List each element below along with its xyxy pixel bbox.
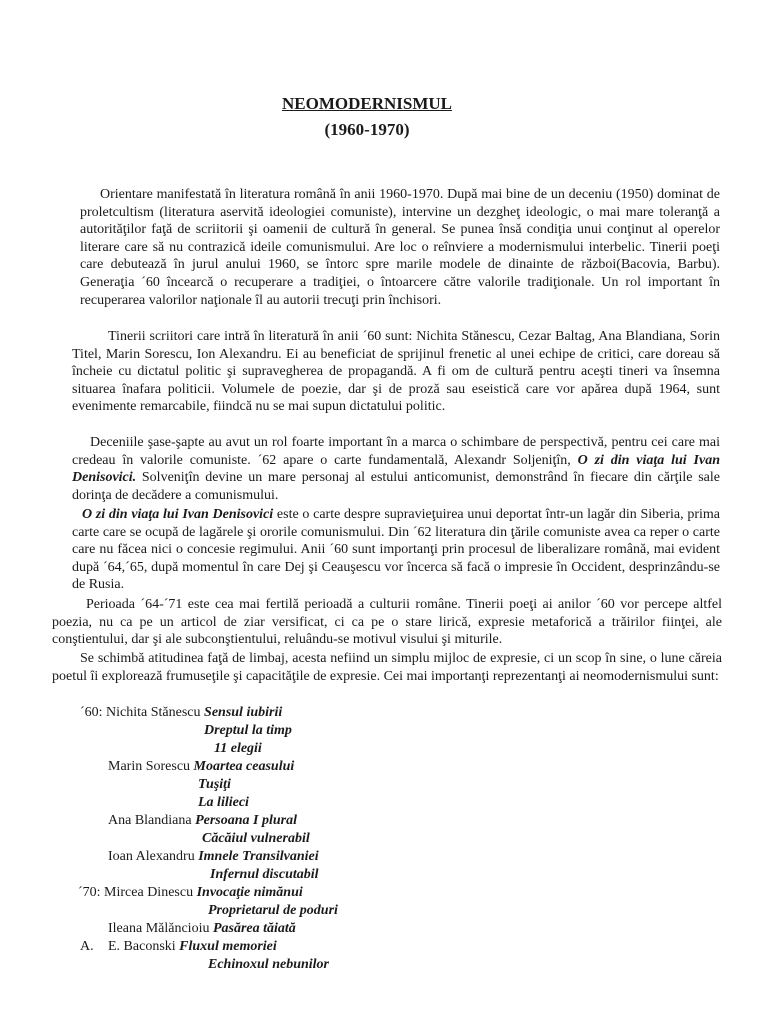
paragraph-writers: Tinerii scriitori care intră în literatură în anii ´60 sunt: Nichita Stănescu, Cezar Baltag, Ana Blandiana, Sorin Titel, Marin Sorescu, Ion Alexandru. Ei au beneficiat de sprijinul frenetic al unei echipe de critici, care doreau să încheie cu dictatul politic şi supravegherea de propagandă. A fi om de cultură pentru aceşti tineri va însemna situarea înafara politicii. Volumele de poezie, dar şi de proză sau eseistică care vor apărea după 1964, sunt evenimente remarcabile, fiindcă nu se mai supun dictatului politic. (72, 329, 720, 415)
book-title-denisovici: O zi din viaţa lui Ivan Denisovici. (72, 452, 720, 486)
work-title: Dreptul la timp (204, 723, 292, 738)
paragraph-decades-text: Deceniile şase-şapte au avut un rol foarte important în a marca o schimbare de perspectivă, pentru cei care mai credeau în valorile comuniste. ´62 apare o carte fundamentală, Alexandr Soljeniţîn, (72, 435, 720, 468)
document-title: NEOMODERNISMUL (281, 94, 452, 113)
work-line (108, 938, 277, 956)
work-title: 11 elegii (214, 741, 262, 756)
author-label: Ioan Alexandru (108, 849, 199, 864)
work-title: Proprietarul de poduri (208, 903, 338, 918)
work-line (108, 758, 294, 776)
work-line (80, 704, 282, 722)
work-line (108, 920, 296, 938)
author-label: ´70: Mircea Dinescu (78, 885, 197, 900)
author-label: E. Baconski (108, 939, 180, 954)
work-title: Imnele Transilvaniei (198, 849, 319, 864)
author-label: ´60: Nichita Stănescu (80, 705, 205, 720)
paragraph-book (72, 506, 720, 594)
work-title: Echinoxul nebunilor (208, 957, 329, 972)
work-prefix: A. (80, 939, 94, 954)
work-title: Pasărea tăiată (212, 921, 296, 936)
work-line (108, 848, 319, 866)
paragraph-decades (72, 434, 720, 504)
paragraph-decades-rest: Solveniţîn devine un mare personaj al estului anticomunist, demonstrând în fiecare din cărţile sale dorinţa de decădere a comunismului. (72, 470, 720, 503)
paragraph-book-text: este o carte despre supravieţuirea unui deportat într-un lagăr din Siberia, prima carte care se ocupă de lagărele şi ororile comunismului. Din ´62 literatura din ţările comuniste avea ca reper o carte care nu făcea nici o concesie regimului. Anii ´60 sunt importanţi prin procesul de liberalizare română, mai evident după ´64,´65, după momentul în care Dej şi Ceauşescu vor încerca să facă o impresie în Occident, desprinzându-se de Rusia. (72, 507, 720, 593)
work-line (78, 884, 303, 902)
work-title: Tuşiţi (198, 777, 231, 792)
work-title: Moartea ceasului (193, 759, 295, 774)
work-title: Sensul iubirii (204, 705, 283, 720)
paragraph-period: Perioada ´64-´71 este cea mai fertilă perioadă a culturii române. Tinerii poeţi ai anilor ´60 vor percepe altfel poezia, nu ca pe un articol de ziar versificat, ci ca pe o stare lirică, expresie metaforică a trăirilor fiinţei, ale conştientului, dar şi ale subconştientului, reluându-se motivul visului şi miturile. (52, 597, 722, 648)
author-label: Marin Sorescu (108, 759, 194, 774)
paragraph-language: Se schimbă atitudinea faţă de limbaj, acesta nefiind un simplu mijloc de expresie, ci un scop în sine, o lune căreia poetul îi explorează frumuseţile şi capacităţile de expresie. Cei mai importanţi reprezentanţi ai neomodernismului sunt: (52, 651, 722, 684)
work-title: Căcăiul vulnerabil (202, 831, 310, 846)
work-title: La lilieci (198, 795, 249, 810)
document-period: (1960-1970) (324, 120, 410, 139)
book-title-denisovici-2: O zi din viaţa lui Ivan Denisovici (82, 507, 274, 522)
work-line (108, 812, 297, 830)
paragraph-intro: Orientare manifestată în literatura română în anii 1960-1970. După mai bine de un deceniu (1950) dominat de proletcultism (literatura aservită ideologiei comuniste), intervine un dezgheţ ideologic, o mai mare toleranţă a autorităţilor faţă de scriitorii şi oamenii de cultură în general. Se punea însă condiţia unui conţinut al operelor literare care să nu contrazică ideile comunismului. Are loc o reînviere a modernismului interbelic. Tinerii poeţi care debutează în jurul anului 1960, se întorc spre marile modele de dinainte de război(Bacovia, Barbu). Generaţia ´60 încearcă o recuperare a tradiţiei, o întoarcere către valorile tradiţionale. Un rol important în recuperarea valorilor naţionale îl au autorii trecuţi prin închisori. (80, 187, 720, 308)
work-title: Infernul discutabil (210, 867, 319, 882)
author-label: Ileana Mălăncioiu (108, 921, 213, 936)
work-title: Fluxul memoriei (179, 939, 277, 954)
work-title: Persoana I plural (195, 813, 298, 828)
work-title: Invocaţie nimănui (196, 885, 303, 900)
author-label: Ana Blandiana (108, 813, 196, 828)
